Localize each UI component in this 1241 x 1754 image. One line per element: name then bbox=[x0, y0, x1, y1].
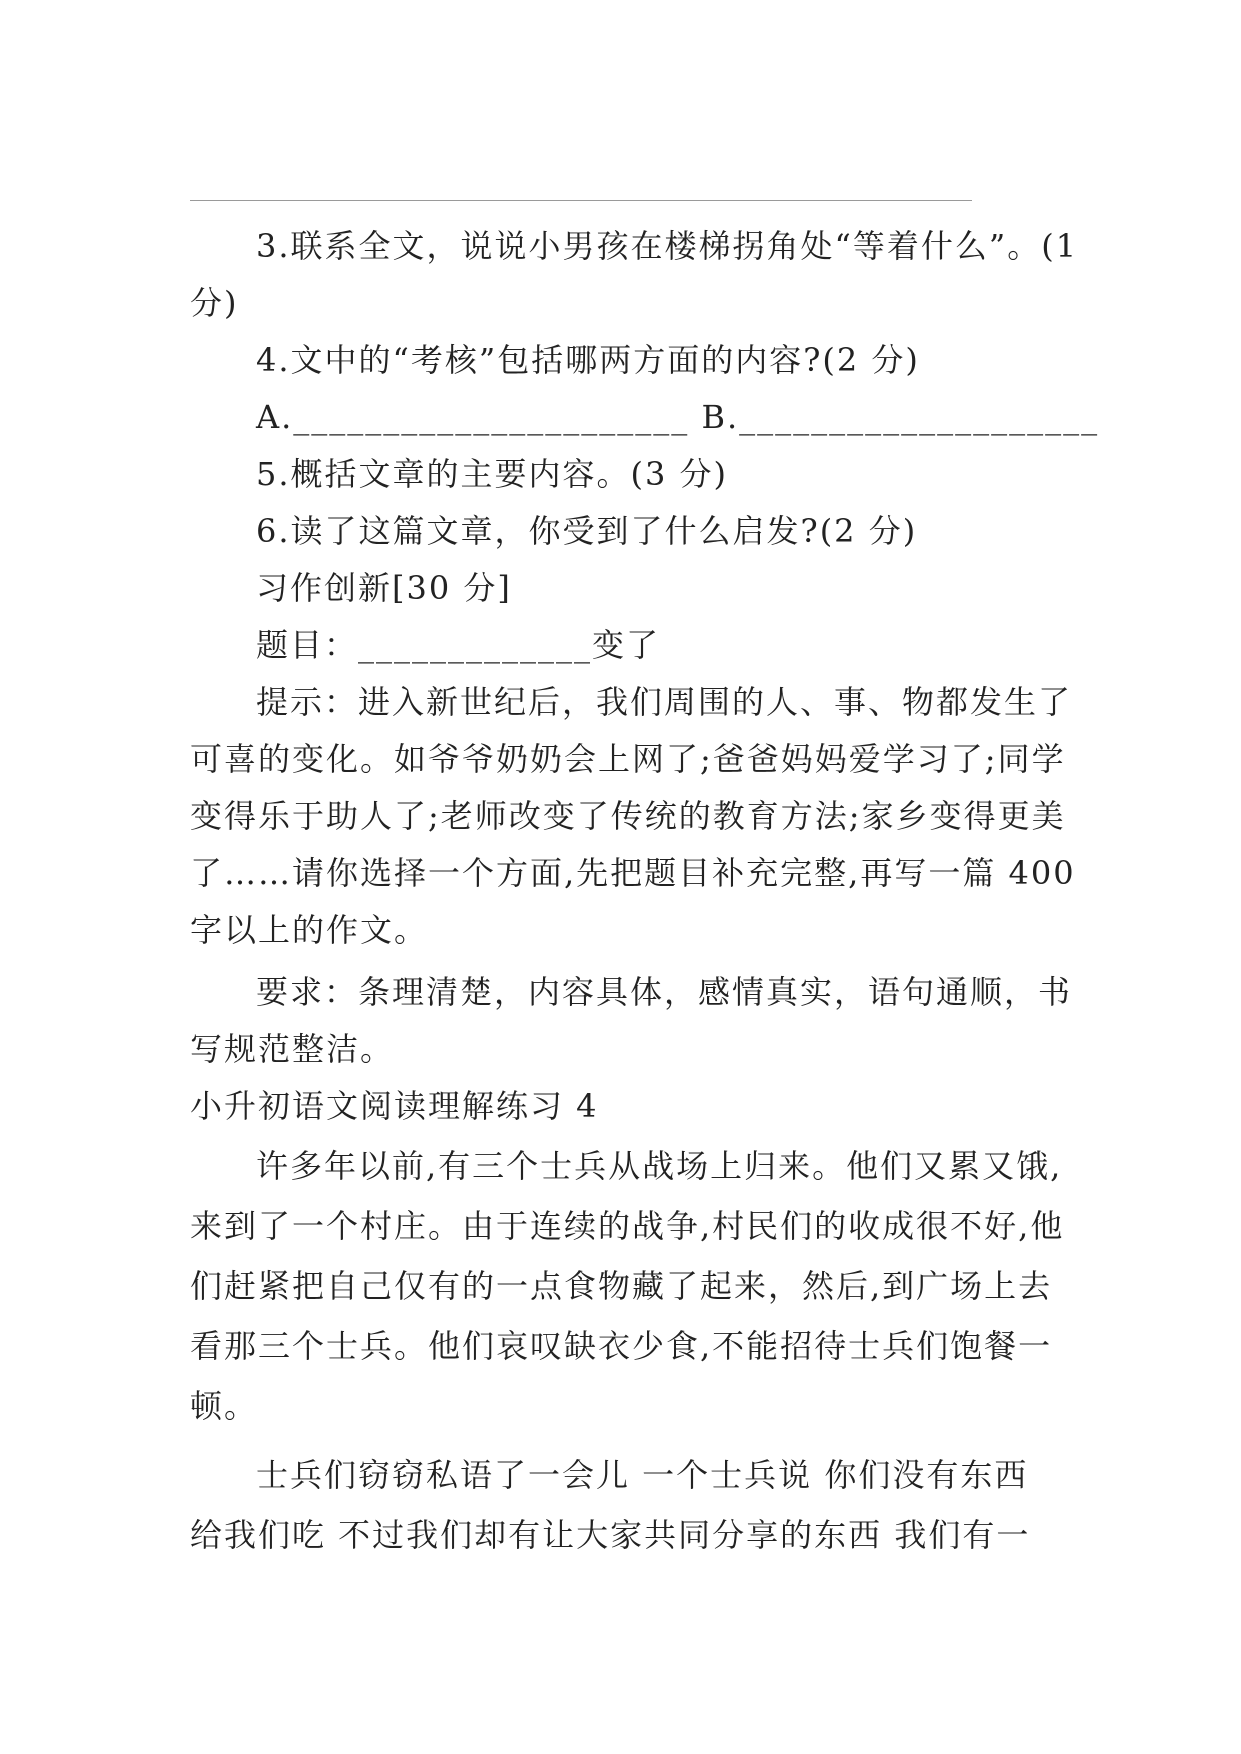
hint-line-4: 了……请你选择一个方面,先把题目补充完整,再写一篇 400 bbox=[190, 854, 1076, 892]
story-para-1-line-5: 顿。 bbox=[190, 1387, 259, 1425]
story-para-1-line-3: 们赶紧把自己仅有的一点食物藏了起来，然后,到广场上去 bbox=[190, 1267, 1053, 1305]
story-para-2-line-1: 士兵们窃窃私语了一会儿 一个士兵说 你们没有东西 bbox=[256, 1456, 1029, 1494]
hint-line-5: 字以上的作文。 bbox=[190, 911, 429, 949]
hint-line-1: 提示：进入新世纪后，我们周围的人、事、物都发生了 bbox=[256, 683, 1073, 721]
story-para-1-line-1: 许多年以前,有三个士兵从战场上归来。他们又累又饿, bbox=[256, 1147, 1063, 1185]
header-rule bbox=[190, 200, 972, 201]
story-para-2-line-2: 给我们吃 不过我们却有让大家共同分享的东西 我们有一 bbox=[190, 1516, 1031, 1554]
hint-line-2: 可喜的变化。如爷爷奶奶会上网了;爸爸妈妈爱学习了;同学 bbox=[190, 740, 1066, 778]
composition-title: 题目：_____________变了 bbox=[256, 626, 661, 664]
requirement-line-2: 写规范整洁。 bbox=[190, 1030, 395, 1068]
requirement-line-1: 要求：条理清楚，内容具体，感情真实，语句通顺，书 bbox=[256, 973, 1073, 1011]
composition-heading: 习作创新[30 分] bbox=[256, 569, 512, 607]
answer-blanks-ab: A.______________________ B.____________________ bbox=[256, 398, 1100, 436]
question-6: 6.读了这篇文章，你受到了什么启发?(2 分) bbox=[256, 512, 918, 550]
question-4: 4.文中的“考核”包括哪两方面的内容?(2 分) bbox=[256, 341, 920, 379]
section-title: 小升初语文阅读理解练习 4 bbox=[190, 1087, 599, 1125]
story-para-1-line-4: 看那三个士兵。他们哀叹缺衣少食,不能招待士兵们饱餐一 bbox=[190, 1327, 1053, 1365]
question-5: 5.概括文章的主要内容。(3 分) bbox=[256, 455, 729, 493]
story-para-1-line-2: 来到了一个村庄。由于连续的战争,村民们的收成很不好,他 bbox=[190, 1207, 1065, 1245]
question-3-line-2: 分) bbox=[190, 284, 239, 322]
question-3-line-1: 3.联系全文，说说小男孩在楼梯拐角处“等着什么”。(1 bbox=[256, 227, 1079, 265]
hint-line-3: 变得乐于助人了;老师改变了传统的教育方法;家乡变得更美 bbox=[190, 797, 1066, 835]
